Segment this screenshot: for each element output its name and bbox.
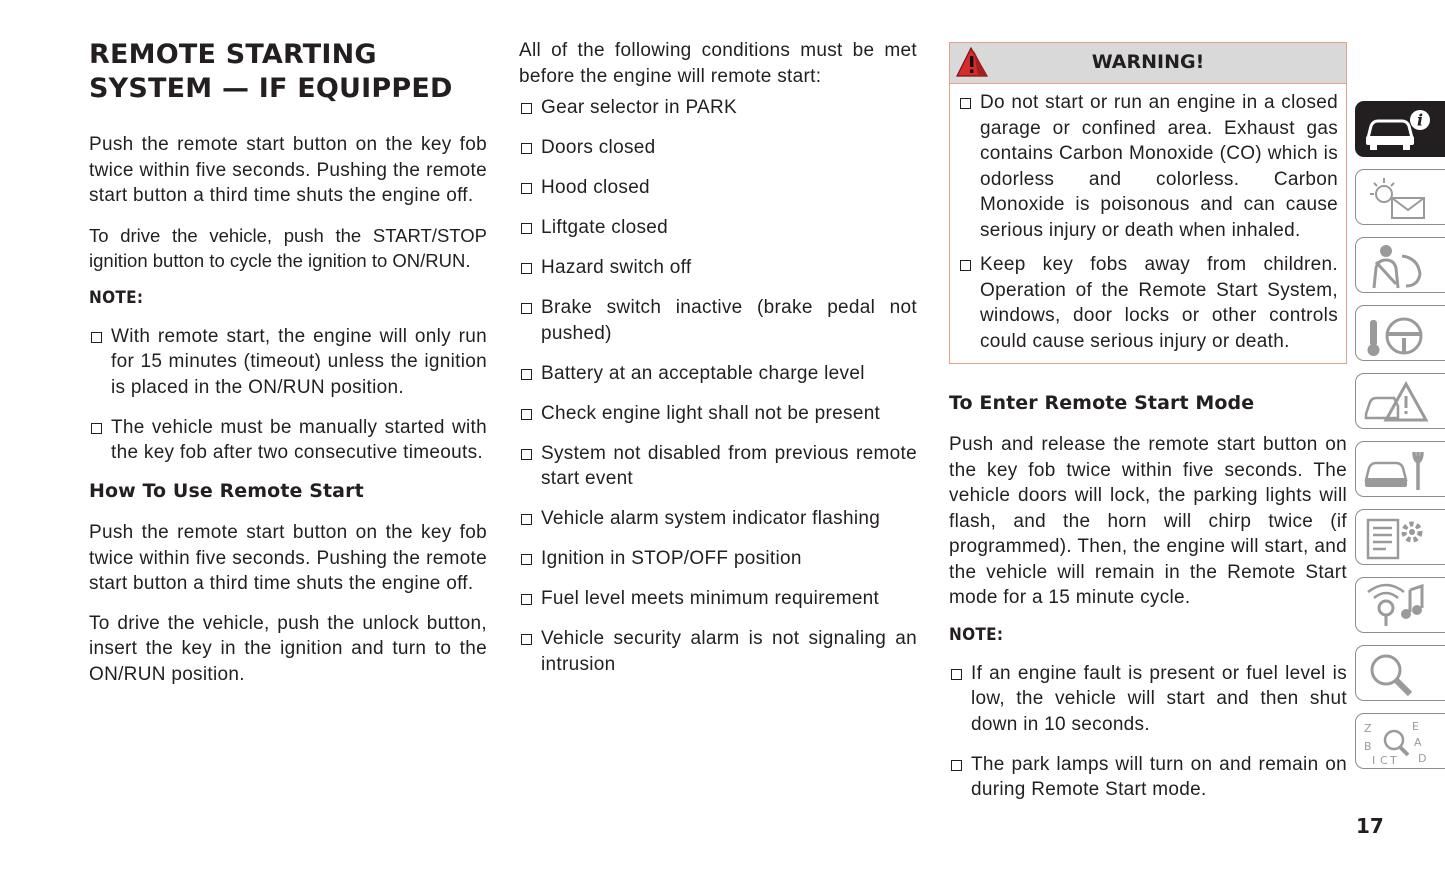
note-list	[949, 661, 1347, 803]
multimedia-icon	[1362, 582, 1432, 630]
note-label: NOTE:	[89, 287, 144, 308]
svg-text:C: C	[1380, 754, 1388, 766]
warning-box	[949, 42, 1347, 364]
warning-header	[950, 43, 1346, 84]
list-item: Battery at an acceptable charge level	[519, 361, 917, 387]
car-info-icon	[1362, 106, 1432, 154]
how-to-use-heading: How To Use Remote Start	[89, 480, 364, 502]
tab-warning-lights[interactable]	[1355, 169, 1445, 225]
svg-text:T: T	[1390, 754, 1397, 766]
tab-technical-specifications[interactable]	[1355, 509, 1445, 565]
tab-index[interactable]	[1355, 713, 1445, 769]
enter-mode-heading: To Enter Remote Start Mode	[949, 392, 1255, 414]
starting-operating-icon	[1362, 310, 1432, 358]
list-item: The park lamps will turn on and remain on during Remote Start mode.	[949, 752, 1347, 803]
conditions-list	[519, 95, 917, 677]
tab-getting-to-know-vehicle[interactable]	[1355, 101, 1445, 157]
list-item: Keep key fobs away from children. Operation of the Remote Start System, windows, door locks or other controls could cause serious injury or death.	[958, 252, 1338, 354]
list-item: If an engine fault is present or fuel level is low, the vehicle will start and then shut down in 10 seconds.	[949, 661, 1347, 738]
drive-paragraph-2: To drive the vehicle, push the unlock button, insert the key in the ignition and turn to the ON/RUN position.	[89, 612, 487, 685]
technical-specifications-icon	[1362, 514, 1432, 562]
tab-starting-operating[interactable]	[1355, 305, 1445, 361]
tab-servicing-maintenance[interactable]	[1355, 441, 1445, 497]
warning-lights-messages-icon	[1362, 174, 1432, 222]
warning-list	[950, 84, 1346, 354]
svg-text:Z: Z	[1364, 722, 1372, 735]
list-item: System not disabled from previous remote start event	[519, 441, 917, 492]
enter-mode-paragraph: Push and release the remote start button on the key fob twice within five seconds. The vehicle doors will lock, the parking lights will flash, and the horn will chirp twice (if programmed). Then, the engine will start, and the vehicle will remain in the Remote Start mode for a 15 minute cycle.	[949, 434, 1347, 608]
column-right	[949, 42, 1347, 817]
list-item: Hood closed	[519, 175, 917, 201]
list-item: Do not start or run an engine in a closed garage or confined area. Exhaust gas contains Carbon Monoxide (CO) which is odorless and colorless. Carbon Monoxide is poisonous and can cause serious injury or death when inhaled.	[958, 90, 1338, 243]
warning-title: WARNING!	[1091, 51, 1205, 73]
svg-text:I: I	[1372, 754, 1376, 766]
svg-text:A: A	[1414, 736, 1422, 749]
column-middle	[519, 38, 917, 692]
svg-text:i: i	[1416, 110, 1424, 130]
column-left	[89, 34, 487, 701]
list-item: Vehicle security alarm is not signaling an intrusion	[519, 626, 917, 677]
tab-safety[interactable]	[1355, 237, 1445, 293]
index-icon	[1362, 718, 1432, 766]
page-title	[89, 38, 487, 106]
list-item: The vehicle must be manually started with the key fob after two consecutive timeouts.	[89, 415, 487, 466]
servicing-maintenance-icon	[1362, 446, 1432, 494]
list-item: Vehicle alarm system indicator flashing	[519, 506, 917, 532]
drive-paragraph: To drive the vehicle, push the START/STOP ignition button to cycle the ignition to ON/RUN.	[89, 224, 487, 271]
list-item: Fuel level meets minimum requirement	[519, 586, 917, 612]
intro-paragraph: Push the remote start button on the key fob twice within five seconds. Pushing the remote start button a third time shuts the engine off.	[89, 134, 487, 206]
svg-text:D: D	[1418, 752, 1427, 765]
safety-airbag-icon	[1362, 242, 1432, 290]
list-item: Ignition in STOP/OFF position	[519, 546, 917, 572]
emergency-triangle-icon	[1362, 378, 1432, 426]
svg-text:E: E	[1412, 720, 1419, 733]
list-item: Liftgate closed	[519, 215, 917, 241]
note-list	[89, 324, 487, 466]
list-item: Brake switch inactive (brake pedal not pushed)	[519, 295, 917, 346]
svg-text:B: B	[1364, 740, 1372, 753]
conditions-intro: All of the following conditions must be met before the engine will remote start:	[519, 40, 917, 87]
page-number: 17	[1356, 814, 1384, 838]
how-to-use-paragraph: Push the remote start button on the key fob twice within five seconds. Pushing the remote start button a third time shuts the engine off.	[89, 522, 487, 594]
tab-in-case-of-emergency[interactable]	[1355, 373, 1445, 429]
list-item: With remote start, the engine will only run for 15 minutes (timeout) unless the ignition is placed in the ON/RUN position.	[89, 324, 487, 401]
customer-assistance-icon	[1362, 650, 1432, 698]
title-line-1: REMOTE STARTING	[89, 39, 377, 70]
list-item: Check engine light shall not be present	[519, 401, 917, 427]
list-item: Hazard switch off	[519, 255, 917, 281]
list-item: Doors closed	[519, 135, 917, 161]
tab-customer-assistance[interactable]	[1355, 645, 1445, 701]
title-line-2: SYSTEM — IF EQUIPPED	[89, 73, 453, 104]
tab-multimedia[interactable]	[1355, 577, 1445, 633]
list-item: Gear selector in PARK	[519, 95, 917, 121]
note-label: NOTE:	[949, 624, 1004, 645]
